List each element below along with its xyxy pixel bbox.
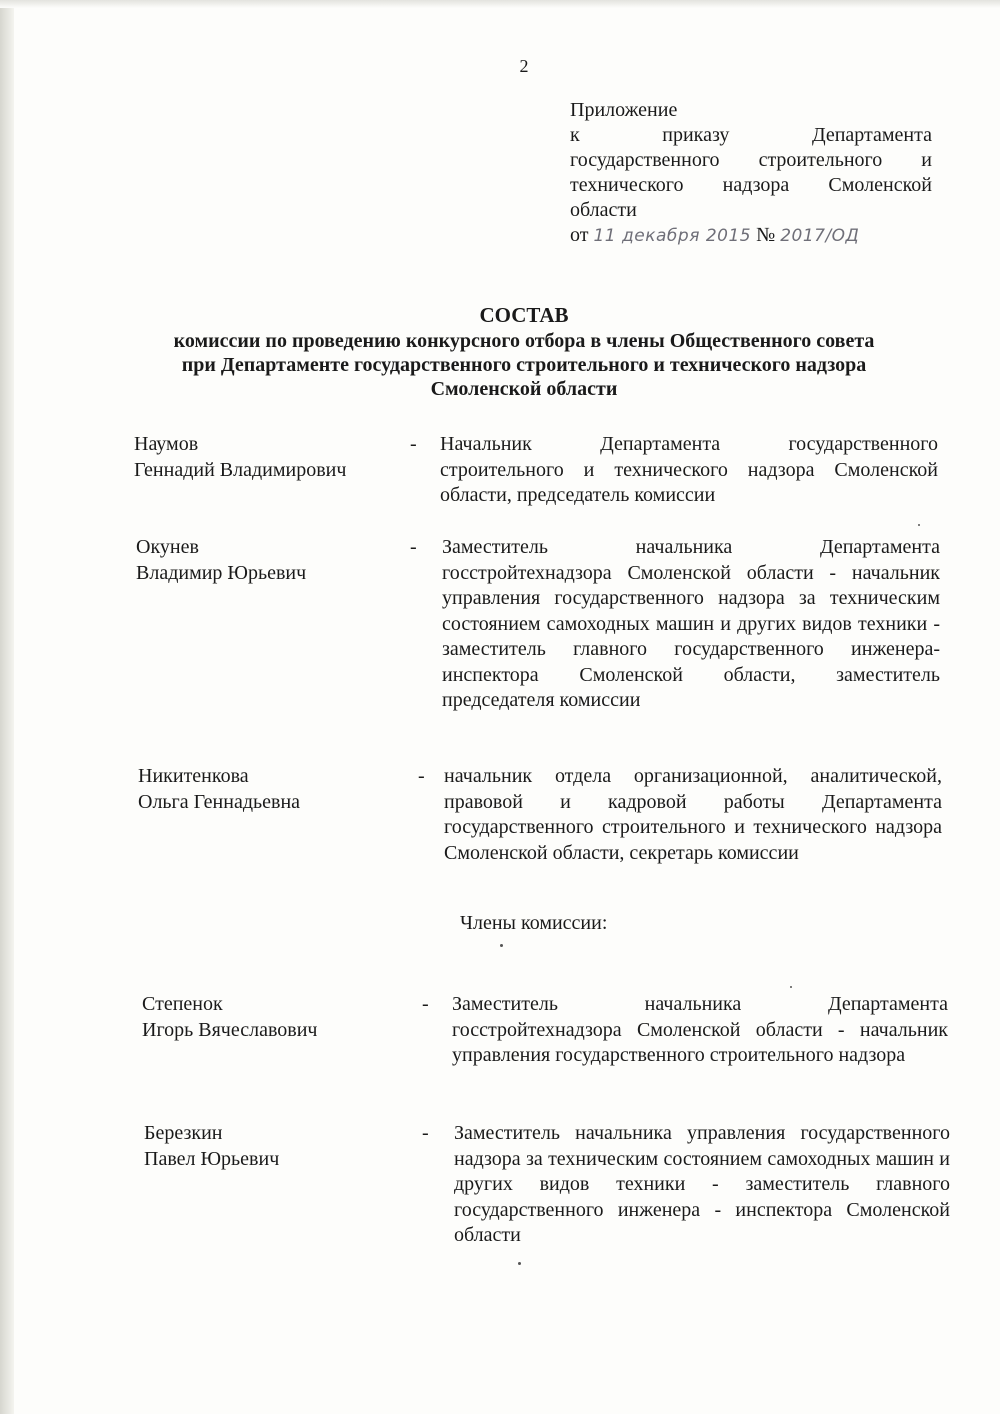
person-position: Заместитель начальника Департамента госстройтехнадзора Смоленской области - начальник управления государственного строительного надзора — [452, 993, 948, 1066]
separator-dash: - — [410, 433, 417, 455]
person-surname: Никитенкова — [138, 765, 249, 787]
commission-deputy-chair — [136, 535, 940, 745]
person-position: Заместитель начальника управления государственного надзора за техническим состоянием самоходных машин и других видов техники - заместитель главного государственного инженера - инспектора Смоленской области — [454, 1122, 950, 1246]
person-given-names: Ольга Геннадьевна — [138, 790, 301, 813]
scan-speck — [918, 524, 920, 526]
person-given-names: Геннадий Владимирович — [134, 458, 347, 481]
appendix-line-3: технического надзора Смоленской — [570, 174, 932, 196]
person-position: начальник отдела организационной, аналитической, правовой и кадровой работы Департамента государственного строительного и технического надзора Смоленской области, секретарь комиссии — [444, 765, 942, 864]
person-name — [134, 432, 404, 483]
commission-secretary — [138, 764, 942, 869]
scan-edge-left — [0, 0, 14, 1414]
commission-chair — [134, 432, 938, 512]
number-sign: № — [756, 224, 776, 246]
person-surname: Наумов — [134, 433, 199, 455]
handwritten-order-number: 2017/ОД — [780, 226, 860, 246]
person-name — [138, 764, 408, 815]
title-line-3: Смоленской области — [430, 378, 618, 400]
person-given-names: Павел Юрьевич — [144, 1147, 280, 1170]
person-surname: Степенок — [142, 993, 223, 1015]
title-main: СОСТАВ — [479, 303, 569, 327]
separator-dash: - — [410, 536, 417, 558]
person-name — [142, 992, 412, 1043]
person-surname: Окунев — [136, 536, 199, 558]
appendix-block — [570, 98, 932, 249]
person-name — [144, 1121, 414, 1172]
date-prefix: от — [570, 224, 589, 246]
person-given-names: Игорь Вячеславович — [142, 1018, 318, 1041]
person-position: Начальник Департамента государственного строительного и технического надзора Смоленской области, председатель комиссии — [440, 433, 938, 506]
scan-speck — [500, 944, 503, 947]
appendix-line-4: области — [570, 199, 637, 221]
title-line-1: комиссии по проведению конкурсного отбора в члены Общественного совета — [173, 330, 875, 352]
separator-dash: - — [422, 993, 429, 1015]
appendix-date-line — [570, 223, 932, 249]
appendix-line-1: к приказу Департамента — [570, 124, 932, 146]
commission-member — [144, 1121, 950, 1251]
person-surname: Березкин — [144, 1122, 223, 1144]
person-name — [136, 535, 406, 586]
separator-dash: - — [418, 765, 425, 787]
appendix-label: Приложение — [570, 99, 678, 121]
scan-speck — [790, 986, 792, 988]
title-line-2: при Департаменте государственного строительного и технического надзора — [181, 354, 867, 376]
commission-member — [142, 992, 948, 1092]
handwritten-date: 11 декабря 2015 — [593, 226, 752, 246]
person-given-names: Владимир Юрьевич — [136, 561, 307, 584]
person-position: Заместитель начальника Департамента госстройтехнадзора Смоленской области - начальник управления государственного надзора за техническим состоянием самоходных машин и других видов техники - заместитель главного государственного инженера-инспектора Смоленской области, заместитель председателя комиссии — [442, 536, 940, 711]
separator-dash: - — [422, 1122, 429, 1144]
scan-edge-top — [0, 0, 1000, 8]
appendix-line-2: государственного строительного и — [570, 149, 932, 171]
page-number: 2 — [519, 56, 529, 76]
document-title — [0, 303, 1000, 401]
scan-speck — [518, 1262, 521, 1265]
members-heading: Члены комиссии: — [460, 912, 608, 934]
